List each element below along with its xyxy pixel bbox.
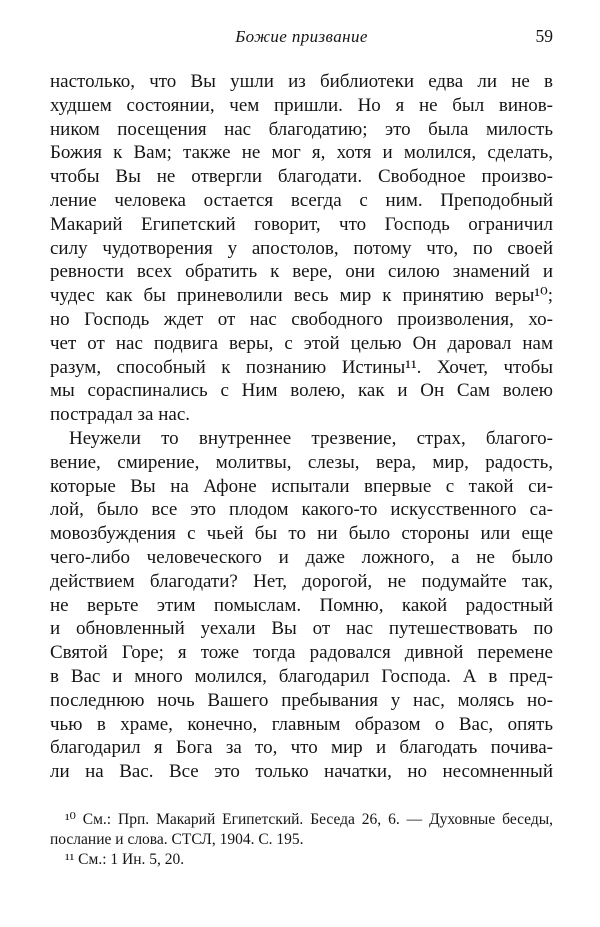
text-line: благодарил я Бога за то, что мир и благодать почива- xyxy=(50,737,553,759)
text-line: мовозбуждения с чьей бы то ни было стороны или еще xyxy=(50,523,553,545)
text-line: Святой Горе; я тоже тогда радовался дивной перемене xyxy=(50,642,553,664)
paragraph-1 xyxy=(50,70,553,427)
text-line: чью в храме, конечно, главным образом о Вас, опять xyxy=(50,713,553,735)
text-line: ником посещения нас благодатию; это была милость xyxy=(50,118,553,140)
body-text xyxy=(50,70,553,784)
text-line: пострадал за нас. xyxy=(50,404,191,426)
text-line: и обновленный уехали Вы от нас путешествовать по xyxy=(50,618,553,640)
page-header xyxy=(50,27,553,51)
text-line: действием благодати? Нет, дорогой, не подумайте так, xyxy=(50,570,553,592)
paragraph-2 xyxy=(50,427,553,784)
footnote-line: ¹⁰ См.: Прп. Макарий Египетский. Беседа 26, 6. — Духовные беседы, xyxy=(65,811,553,828)
text-line: Неужели то внутреннее трезвение, страх, благого- xyxy=(69,427,553,449)
text-line: в Вас и много молился, благодарил Господа. А в пред- xyxy=(50,665,553,687)
page-number: 59 xyxy=(535,26,553,46)
text-line: силу чудотворения у апостолов, потому что, по своей xyxy=(50,237,553,259)
text-line: разум, способный к познанию Истины¹¹. Хочет, чтобы xyxy=(50,356,553,378)
text-line: мы сораспинались с Ним волею, как и Он Сам волею xyxy=(50,380,553,402)
text-line: настолько, что Вы ушли из библиотеки едва ли не в xyxy=(50,71,553,92)
footnote-line: послание и слова. СТСЛ, 1904. С. 195. xyxy=(50,831,304,848)
text-line: но Господь ждет от нас свободного произволения, хо- xyxy=(50,308,553,330)
footnote-line: ¹¹ См.: 1 Ин. 5, 20. xyxy=(65,851,185,868)
text-line: ревности всех обратить к вере, они силою знамений и xyxy=(50,261,553,283)
footnote-11 xyxy=(50,850,553,870)
text-line: лой, было все это плодом какого-то искусственного са- xyxy=(50,499,553,521)
text-line: чет от нас подвига веры, с этой целью Он даровал нам xyxy=(50,332,553,354)
text-line: вение, смирение, молитвы, слезы, вера, мир, радость, xyxy=(50,451,553,473)
text-line: чудес как бы приневолили весь мир к принятию веры¹⁰; xyxy=(50,285,553,307)
text-line: не верьте этим помыслам. Помню, какой радостный xyxy=(50,594,553,616)
text-line: ление человека остается всегда с ним. Преподобный xyxy=(50,189,553,211)
text-line: чтобы Вы не отвергли благодати. Свободное произво- xyxy=(50,166,553,188)
footnotes xyxy=(50,810,553,870)
footnote-10 xyxy=(50,810,553,850)
text-line: ли на Вас. Все это только начатки, но несомненный xyxy=(50,761,553,783)
text-line: чего-либо человеческого и даже ложного, а не было xyxy=(50,546,553,568)
running-title: Божие призвание xyxy=(235,27,368,46)
text-line: которые Вы на Афоне испытали впервые с такой си- xyxy=(50,475,553,497)
text-line: последнюю ночь Вашего пребывания у нас, молясь но- xyxy=(50,689,553,711)
text-line: Божия к Вам; также не мог я, хотя и молился, сделать, xyxy=(50,142,553,164)
text-line: худшем состоянии, чем пришли. Но я не был винов- xyxy=(50,94,553,116)
text-line: Макарий Египетский говорит, что Господь ограничил xyxy=(50,213,553,235)
